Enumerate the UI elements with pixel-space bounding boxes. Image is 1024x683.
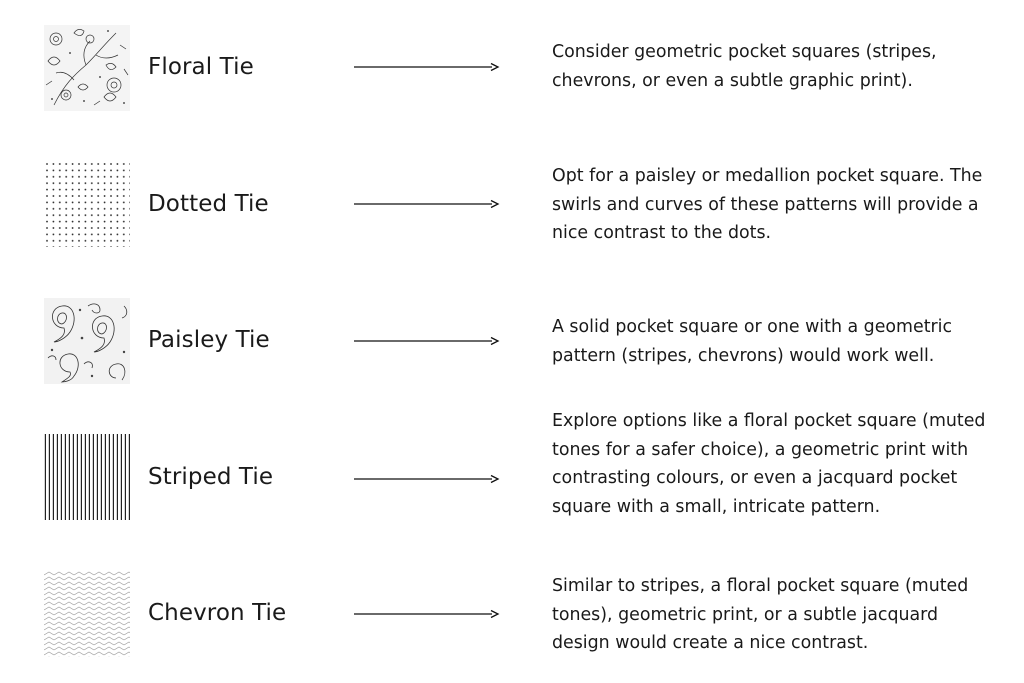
tie-label: Chevron Tie bbox=[148, 600, 287, 626]
arrow-icon bbox=[354, 609, 500, 619]
arrow-icon bbox=[354, 199, 500, 209]
chevron-pattern-swatch bbox=[44, 571, 130, 657]
tie-label: Paisley Tie bbox=[148, 327, 270, 353]
arrow-icon bbox=[354, 62, 500, 72]
striped-pattern-swatch bbox=[44, 434, 130, 520]
pairing-advice: Consider geometric pocket squares (stripes, chevrons, or even a subtle graphic print). bbox=[552, 42, 937, 91]
pairing-advice: Opt for a paisley or medallion pocket square. The swirls and curves of these patterns will provide a nice contrast to the dots. bbox=[552, 166, 983, 244]
tie-label: Floral Tie bbox=[148, 54, 254, 80]
arrow-icon bbox=[354, 336, 500, 346]
pairing-advice: A solid pocket square or one with a geometric pattern (stripes, chevrons) would work well. bbox=[552, 317, 953, 366]
floral-pattern-swatch bbox=[44, 25, 130, 111]
tie-label: Dotted Tie bbox=[148, 191, 269, 217]
pairing-advice: Explore options like a floral pocket square (muted tones for a safer choice), a geometric print with contrasting colours, or even a jacquard pocket square with a small, intricate pattern. bbox=[552, 411, 986, 517]
paisley-pattern-swatch bbox=[44, 298, 130, 384]
dotted-pattern-swatch bbox=[44, 161, 130, 247]
tie-label: Striped Tie bbox=[148, 464, 274, 490]
pairing-advice: Similar to stripes, a floral pocket square (muted tones), geometric print, or a subtle jacquard design would create a nice contrast. bbox=[552, 576, 969, 654]
arrow-icon bbox=[354, 474, 500, 484]
